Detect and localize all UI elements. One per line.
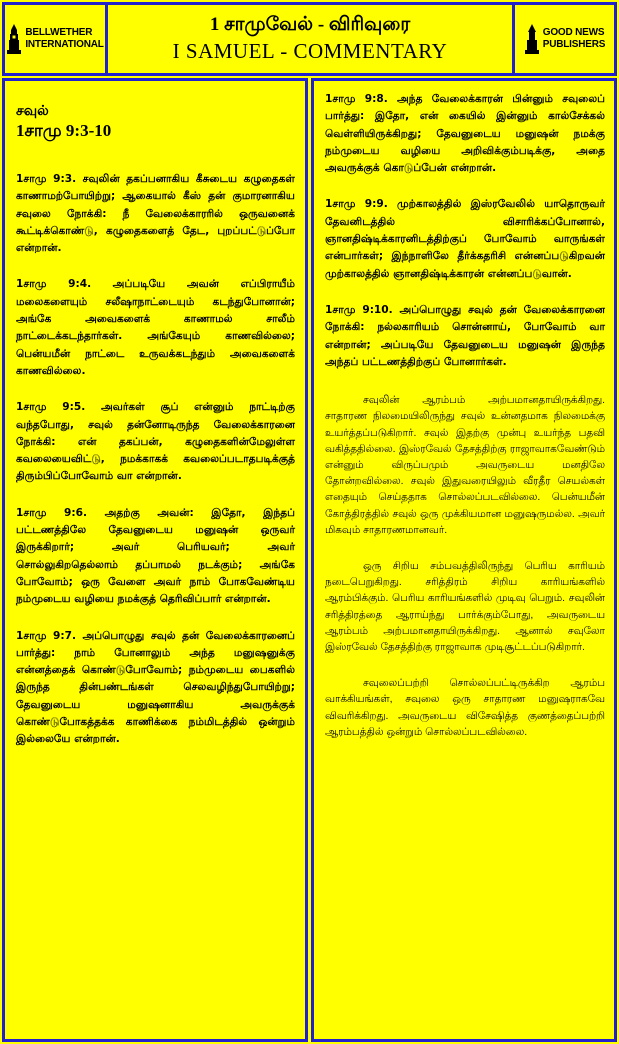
- verse-9-6: 1சாமு 9:6. அதற்கு அவன்: இதோ, இந்தப் பட்டணத்திலே தேவனுடைய மனுஷன் ஒருவர் இருக்கிறார்; அவர் பெரியவர்; அவர் சொல்லுகிறதெல்லாம் தப்பாமல் நடக்கும்; அங்கே போவோம்; ஒரு வேளை அவர் நாம் போகவேண்டிய நம்முடைய வழியை நமக்குத் தெரிவிப்பார் என்றான்.: [16, 506, 295, 606]
- verse-9-7: 1சாமு 9:7. அப்பொழுது சவுல் தன் வேலைக்காரனைப் பார்த்து: நாம் போனாலும் அந்த மனுஷனுக்கு என்னத்தைக் கொண்டுபோவோம்; நம்முடைய பைகளில் இருந்த தின்பண்டங்கள் செலவழிந்துபோயிற்று; தேவனுடைய மனுஷனாகிய அவருக்குக் கொண்டுபோகத்தக்க காணிக்கை நம்மிடத்தில் ஒன்றும் இல்லையே என்றான்.: [16, 629, 295, 746]
- section-name: சவுல்: [16, 104, 49, 119]
- right-column: [311, 78, 617, 1042]
- logo-right-line1: GOOD NEWS: [542, 27, 605, 38]
- verse-9-4: 1சாமு 9:4. அப்படியே அவன் எப்பிராயீம் மலைகளையும் சலீஷாநாட்டையும் கடந்துபோனான்; அங்கே அவைகளைக் காணாமல் சாலீம் நாட்டைக்கடந்தார்கள். அங்கேயும் காணவில்லை; பென்யமீன் நாட்டை உருவக்கடந்தும் அவைகளைக் காணவில்லை.: [16, 278, 295, 377]
- logo-left-line1: BELLWETHER: [25, 27, 93, 38]
- title-tamil: 1 சாமுவேல் - விரிவுரை: [209, 14, 411, 35]
- left-column: [2, 78, 308, 1042]
- logo-left-line2: INTERNATIONAL: [25, 39, 104, 50]
- title-english: I SAMUEL - COMMENTARY: [172, 39, 448, 63]
- commentary-paragraph-3: சவுலைப்பற்றி சொல்லப்பட்டிருக்கிற ஆரம்ப வாக்கியங்கள், சவுலை ஒரு சாதாரண மனுஷராகவே விவரிக்கிறது. அவருடைய விசேஷித்த குணத்தைப்பற்றி ஆரம்பத்தில் ஒன்றும் சொல்லப்படவில்லை.: [325, 678, 605, 738]
- publisher-logo-right: [512, 2, 617, 76]
- verse-9-5: 1சாமு 9:5. அவர்கள் சூப் என்னும் நாட்டிற்கு வந்தபோது, சவுல் தன்னோடிருந்த வேலைக்காரனை நோக்கி: என் தகப்பன், கழுதைகளின்மேலுள்ள கவலையைவிட்டு, நமக்காகக் கவலைப்படாதபடிக்குத் திரும்பிப்போவோம் வா என்றான்.: [16, 401, 295, 483]
- logo-right-line2: PUBLISHERS: [542, 39, 606, 50]
- right-verses: [325, 91, 605, 371]
- verse-9-8: 1சாமு 9:8. அந்த வேலைக்காரன் பின்னும் சவுலைப் பார்த்து: இதோ, என் கையில் இன்னும் கால்சேக்கல் வெள்ளியிருக்கிறது; தேவனுடைய மனுஷன் நமக்கு நம்முடைய வழியை அறிவிக்கும்படிக்கு, அதை அவருக்குக் கொடுப்பேன் என்றான்.: [325, 93, 605, 175]
- tower-icon: [524, 24, 540, 54]
- verse-9-10: 1சாமு 9:10. அப்பொழுது சவுல் தன் வேலைக்காரனை நோக்கி: நல்லகாரியம் சொன்னாய், போவோம் வா என்றான்; அப்படியே தேவனுடைய மனுஷன் இருந்த அந்தப் பட்டணத்திற்குப் போனார்கள்.: [325, 303, 605, 368]
- commentary-paragraph-1: சவுலின் ஆரம்பம் அற்பமானதாயிருக்கிறது. சாதாரண நிலமையிலிருந்து சவுல் உன்னதமாக நிலமைக்கு உயர்த்தப்படுகிறார். சவுல் இதற்கு முன்பு உயர்ந்த பதவி வகித்ததில்லை. இஸ்ரவேல் தேசத்திற்கு ராஜாவாகவேண்டும் என்னும் விருப்பமும் அவருடைய மனதிலே தோன்றவில்லை. சவுல் இதுவரையிலும் வீரதீர செயல்கள் எதையும் செய்ததாக சொல்லப்படவில்லை. பென்யமீன் கோத்திரத்தில் சவுல் ஒரு முக்கியமான மனுஷருமல்ல. அவர் மிகவும் சாதாரணமானவர்.: [325, 395, 605, 536]
- publisher-logo-left: [2, 2, 108, 76]
- commentary-paragraph-2: ஒரு சிறிய சம்பவத்திலிருந்து பெரிய காரியம் நடைபெறுகிறது. சரித்திரம் சிறிய காரியங்களில் ஆரம்பிக்கும். பெரிய காரியங்களில் முடிவு பெறும். சவுலின் சரித்திரத்தை ஆராய்ந்து பார்க்கும்போது, அவருடைய ஆரம்பம் அற்பமானதாயிருக்கிறது. ஆனால் சவுலோ இஸ்ரவேல் தேசத்திற்கு ராஜாவாக முடிசூட்டப்படுகிறார்.: [325, 560, 605, 653]
- bell-tower-icon: [6, 24, 22, 54]
- page-header: [108, 2, 512, 76]
- verse-9-9: 1சாமு 9:9. முற்காலத்தில் இஸ்ரவேலில் யாதொருவர் தேவனிடத்தில் விசாரிக்கப்போனால், ஞானதிஷ்டிக்காரனிடத்திற்குப் போவோம் வாருங்கள் என்பார்கள்; இந்நாளிலே தீர்க்கதரிசி என்னப்படுகிறவன் முற்காலத்தில் ஞானதிஷ்டிக்காரன் என்னப்படுவான்.: [325, 198, 605, 280]
- section-reference: 1சாமு 9:3-10: [16, 121, 112, 140]
- verse-9-3: 1சாமு 9:3. சவுலின் தகப்பனாகிய கீசுடைய கழுதைகள் காணாமற்போயிற்று; ஆகையால் கீஸ் தன் குமாரனாகிய சவுலை நோக்கி: நீ வேலைக்காரரில் ஒருவனைக் கூட்டிக்கொண்டு, கழுதைகளைத் தேட, புறப்பட்டுப்போ என்றான்.: [16, 173, 295, 255]
